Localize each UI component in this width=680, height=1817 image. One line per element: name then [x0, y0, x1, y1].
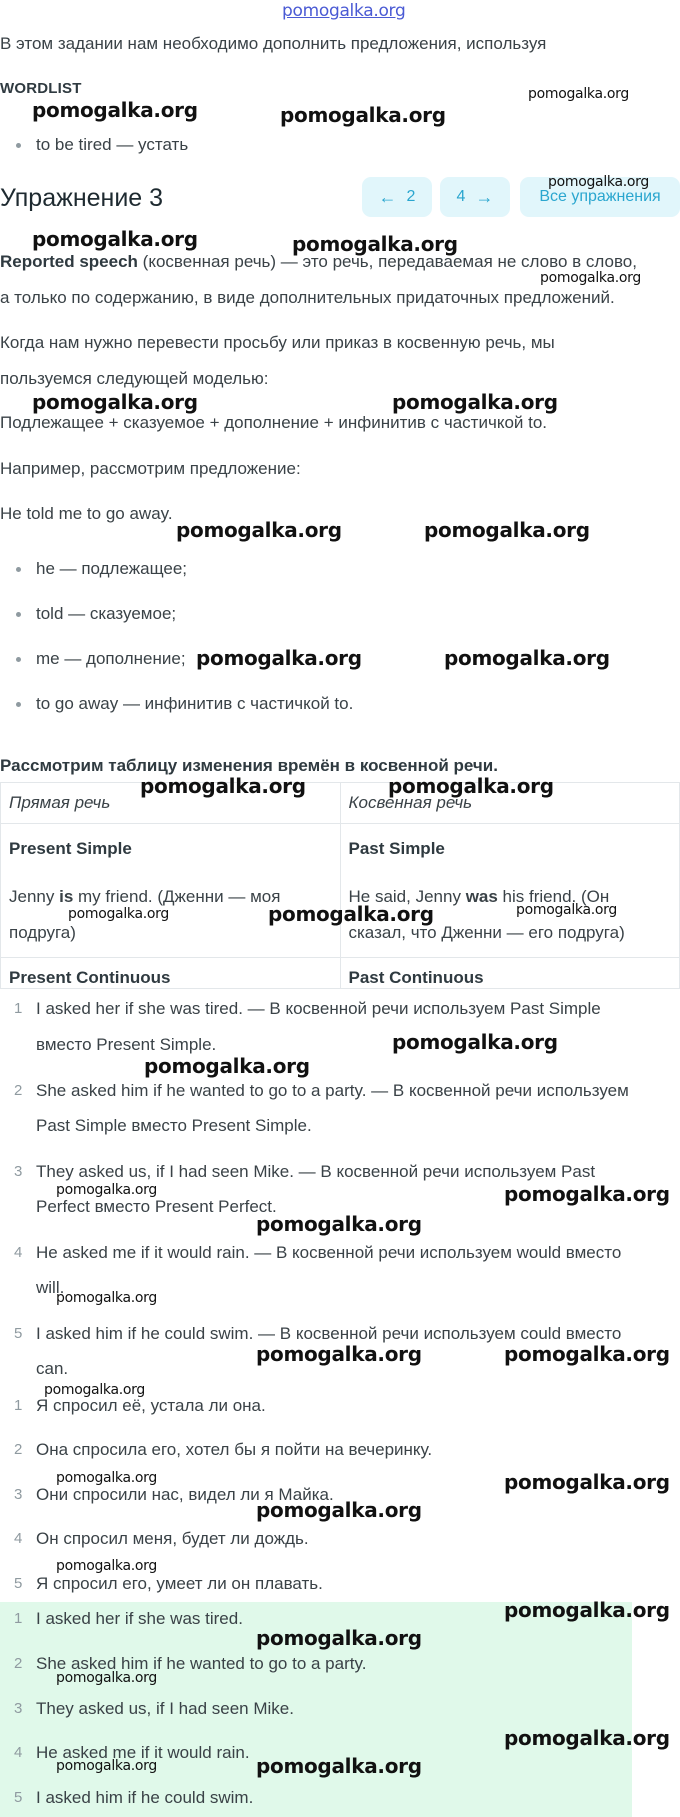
table-row — [1, 824, 680, 958]
intro-text: В этом задании нам необходимо дополнить предложения, используя — [0, 34, 547, 53]
reported-speech-term: Reported speech — [0, 252, 138, 271]
direct-tense: Present Simple — [9, 839, 132, 858]
watermark: pomogalka.org — [144, 1054, 310, 1078]
watermark: pomogalka.org — [256, 1212, 422, 1236]
site-link[interactable]: pomogalka.org — [282, 1, 406, 21]
table-row — [1, 958, 680, 989]
indirect-tense: Past Continuous — [348, 968, 484, 987]
watermark: pomogalka.org — [504, 1342, 670, 1366]
direct-example-line2: подруга) — [9, 923, 76, 942]
indirect-cell — [340, 958, 680, 989]
table-caption: Рассмотрим таблицу изменения времён в косвенной речи. — [0, 756, 498, 775]
list-number: 1 — [14, 1000, 23, 1017]
watermark: pomogalka.org — [504, 1726, 670, 1750]
bullet-icon — [16, 143, 21, 148]
bullet-icon — [16, 657, 21, 662]
tenses-table — [0, 782, 680, 989]
all-exercises-label: Все упражнения — [539, 188, 661, 205]
prev-exercise-label: 2 — [406, 188, 416, 205]
list-number: 2 — [14, 1441, 23, 1458]
indirect-example-post: his friend. (Он — [497, 887, 610, 906]
prev-exercise-button[interactable] — [362, 177, 432, 217]
wordlist-heading: WORDLIST — [0, 80, 82, 97]
arrow-left-icon: ← — [378, 186, 397, 207]
direct-cell — [1, 958, 341, 989]
next-exercise-button[interactable] — [440, 177, 510, 217]
list-item: He asked me if it would rain. — В косвенной речи используем would вместо — [36, 1243, 622, 1262]
watermark: pomogalka.org — [32, 390, 198, 414]
answer-item: I asked her if she was tired. — [36, 1609, 243, 1628]
list-number: 4 — [14, 1744, 23, 1761]
watermark: pomogalka.org — [392, 1030, 558, 1054]
watermark: pomogalka.org — [176, 518, 342, 542]
watermark: pomogalka.org — [504, 1598, 670, 1622]
watermark: pomogalka.org — [56, 1670, 157, 1686]
watermark: pomogalka.org — [44, 1382, 145, 1398]
direct-example-post: my friend. (Дженни — моя — [73, 887, 281, 906]
request-line2: пользуемся следующей моделью: — [0, 369, 269, 388]
translation-item: Я спросил его, умеет ли он плавать. — [36, 1574, 323, 1593]
list-item: She asked him if he wanted to go to a party. — В косвенной речи используем — [36, 1081, 629, 1100]
reported-speech-definition: (косвенная речь) — это речь, передаваемая не слово в слово, — [137, 252, 637, 271]
answer-item: She asked him if he wanted to go to a party. — [36, 1654, 367, 1673]
indirect-example-line2: сказал, что Дженни — его подруга) — [348, 923, 625, 942]
watermark: pomogalka.org — [528, 86, 629, 102]
answer-item: I asked him if he could swim. — [36, 1788, 254, 1807]
watermark: pomogalka.org — [196, 646, 362, 670]
header-direct: Прямая речь — [1, 783, 341, 824]
watermark: pomogalka.org — [392, 390, 558, 414]
part-item: told — сказуемое; — [36, 604, 177, 623]
list-item-cont: will. — [36, 1278, 65, 1297]
header-indirect: Косвенная речь — [340, 783, 680, 824]
bullet-icon — [16, 702, 21, 707]
translation-item: Я спросил её, устала ли она. — [36, 1396, 266, 1415]
list-number: 2 — [14, 1082, 23, 1099]
list-number: 1 — [14, 1397, 23, 1414]
formula-text: Подлежащее + сказуемое + дополнение + инфинитив с частичкой to. — [0, 413, 548, 432]
watermark: pomogalka.org — [68, 906, 169, 922]
arrow-right-icon: → — [475, 186, 494, 207]
answer-item: They asked us, if I had seen Mike. — [36, 1699, 294, 1718]
example-sentence: He told me to go away. — [0, 504, 173, 523]
watermark: pomogalka.org — [56, 1758, 157, 1774]
translation-item: Он спросил меня, будет ли дождь. — [36, 1529, 309, 1548]
watermark: pomogalka.org — [444, 646, 610, 670]
list-number: 3 — [14, 1486, 23, 1503]
watermark: pomogalka.org — [388, 774, 554, 798]
example-intro: Например, рассмотрим предложение: — [0, 459, 301, 478]
next-exercise-label: 4 — [456, 188, 466, 205]
translation-item: Она спросила его, хотел бы я пойти на вечеринку. — [36, 1440, 433, 1459]
watermark: pomogalka.org — [56, 1558, 157, 1574]
list-item-cont: Past Simple вместо Present Simple. — [36, 1116, 312, 1135]
translation-item: Они спросили нас, видел ли я Майка. — [36, 1485, 334, 1504]
list-item: I asked her if she was tired. — В косвенной речи используем Past Simple — [36, 999, 601, 1018]
list-item-cont: can. — [36, 1359, 69, 1378]
list-number: 5 — [14, 1325, 23, 1342]
watermark: pomogalka.org — [56, 1470, 157, 1486]
watermark: pomogalka.org — [504, 1470, 670, 1494]
watermark: pomogalka.org — [540, 270, 641, 286]
watermark: pomogalka.org — [268, 902, 434, 926]
watermark: pomogalka.org — [516, 902, 617, 918]
watermark: pomogalka.org — [256, 1342, 422, 1366]
watermark: pomogalka.org — [32, 98, 198, 122]
table-header-row — [1, 783, 680, 824]
list-number: 5 — [14, 1789, 23, 1806]
indirect-example-verb: was — [465, 887, 498, 906]
watermark: pomogalka.org — [256, 1754, 422, 1778]
list-number: 1 — [14, 1610, 23, 1627]
part-item: to go away — инфинитив с частичкой to. — [36, 694, 354, 713]
list-number: 4 — [14, 1244, 23, 1261]
answer-item: He asked me if it would rain. — [36, 1743, 250, 1762]
bullet-icon — [16, 567, 21, 572]
request-line1: Когда нам нужно перевести просьбу или приказ в косвенную речь, мы — [0, 333, 555, 352]
list-item-cont: вместо Present Simple. — [36, 1035, 217, 1054]
direct-example-pre: Jenny — [9, 887, 60, 906]
list-item-cont: Perfect вместо Present Perfect. — [36, 1197, 277, 1216]
wordlist-item: to be tired — устать — [36, 135, 189, 154]
exercise-title: Упражнение 3 — [0, 184, 164, 212]
watermark: pomogalka.org — [56, 1290, 157, 1306]
direct-example-verb: is — [59, 887, 74, 906]
watermark: pomogalka.org — [32, 227, 198, 251]
watermark: pomogalka.org — [140, 774, 306, 798]
part-item: me — дополнение; — [36, 649, 186, 668]
direct-cell — [1, 824, 341, 958]
watermark: pomogalka.org — [504, 1182, 670, 1206]
watermark: pomogalka.org — [548, 174, 649, 190]
watermark: pomogalka.org — [292, 232, 458, 256]
indirect-cell — [340, 824, 680, 958]
list-number: 4 — [14, 1530, 23, 1547]
list-item: They asked us, if I had seen Mike. — В косвенной речи используем Past — [36, 1162, 596, 1181]
reported-speech-line2: а только по содержанию, в виде дополнительных придаточных предложений. — [0, 288, 615, 307]
list-item: I asked him if he could swim. — В косвенной речи используем could вместо — [36, 1324, 622, 1343]
bullet-icon — [16, 612, 21, 617]
watermark: pomogalka.org — [256, 1626, 422, 1650]
watermark: pomogalka.org — [256, 1498, 422, 1522]
watermark: pomogalka.org — [424, 518, 590, 542]
indirect-tense: Past Simple — [348, 839, 445, 858]
list-number: 3 — [14, 1163, 23, 1180]
list-number: 5 — [14, 1575, 23, 1592]
indirect-example-pre: He said, Jenny — [348, 887, 466, 906]
watermark: pomogalka.org — [280, 103, 446, 127]
list-number: 3 — [14, 1700, 23, 1717]
part-item: he — подлежащее; — [36, 559, 187, 578]
direct-tense: Present Continuous — [9, 968, 171, 987]
list-number: 2 — [14, 1655, 23, 1672]
watermark: pomogalka.org — [56, 1182, 157, 1198]
